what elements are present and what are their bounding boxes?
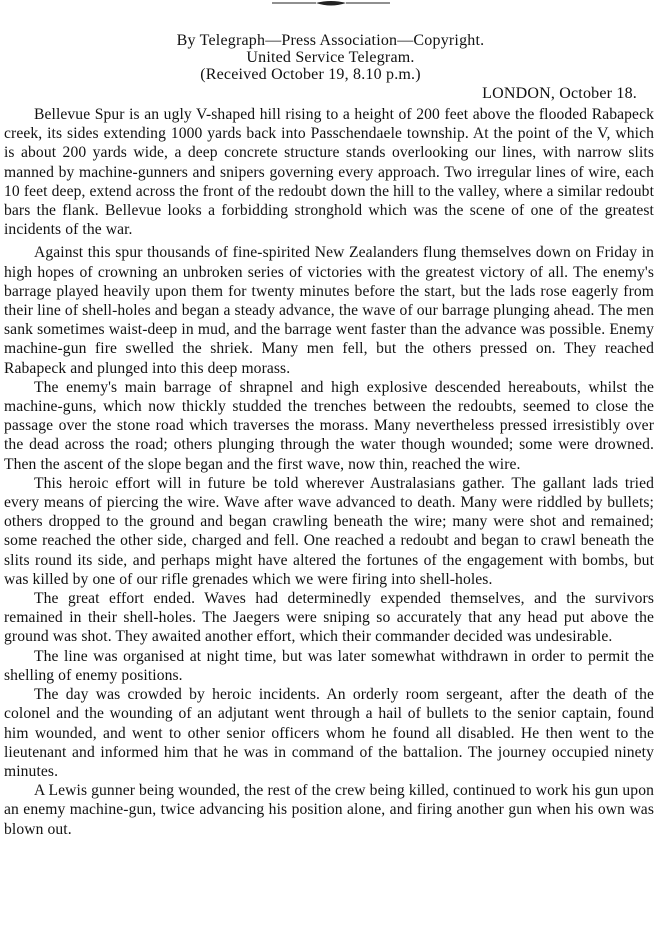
article-paragraph: This heroic effort will in future be told wherever Australasians gather. The gallant lads tried every means of piercing the wire. Wave after wave advanced to death. Many were riddled by bullets; others dropped to the ground and began crawling beneath the wire; many were shot and remained; some reached the other side, charged and fell. One reached a redoubt and began to crawl beneath the slits round its side, and perhaps might have altered the fortunes of the engagement with bombs, but was killed by one of our rifle grenades which we were firing into shell-holes. (4, 474, 654, 588)
article-paragraph: Against this spur thousands of fine-spirited New Zealanders flung themselves down on Friday in high hopes of crowning an unbroken series of victories with the greatest victory of all. The enemy's barrage played heavily upon them for twenty minutes before the start, but the lads rose eagerly from their line of shell-holes and began a steady advance, the wave of our barrage plunging ahead. The men sank sometimes waist-deep in mud, and the barrage went faster than the advance was possible. Enemy machine-gun fire swelled the shriek. Many men fell, but the others pressed on. They reached Rabapeck and plunged into this deep morass. (4, 244, 654, 377)
article-paragraph: A Lewis gunner being wounded, the rest of the crew being killed, continued to work his gun upon an enemy machine-gun, twice advancing his position alone, and firing another gun when his own was blown out. (4, 782, 654, 838)
article-paragraph: The day was crowded by heroic incidents. An orderly room sergeant, after the death of the colonel and the wounding of an adjutant went through a hail of bullets to the senior captain, found him wounded, and went to other senior officers whom he found all disabled. He then went to the lieutenant and informed him that he was in command of the battalion. The journey occupied ninety minutes. (4, 686, 654, 780)
article-body (4, 105, 654, 839)
received-timestamp: (Received October 19, 8.10 p.m.) (200, 66, 421, 83)
dateline-place: LONDON, October 18. (482, 85, 637, 102)
byline-press-association: By Telegraph—Press Association—Copyright. (176, 32, 485, 49)
ornamental-rule-icon (272, 0, 390, 10)
article-paragraph: The line was organised at night time, but was later somewhat withdrawn in order to permit the shelling of enemy positions. (4, 647, 654, 684)
article-paragraph: Bellevue Spur is an ugly V-shaped hill rising to a height of 200 feet above the flooded Rabapeck creek, its sides extending 1000 yards back into Passchendaele township. At the point of the V, which is about 200 yards wide, a deep concrete structure stands overlooking our lines, with narrow slits manned by machine-gunners and snipers governing every approach. Two irregular lines of wire, each 10 feet deep, extend across the front of the redoubt down the hill to the valley, where a similar redoubt bars the flank. Bellevue looks a forbidding stronghold which was the scene of one of the greatest incidents of the war. (4, 106, 654, 239)
byline-service-telegram: United Service Telegram. (246, 49, 415, 66)
article-paragraph: The great effort ended. Waves had determinedly expended themselves, and the survivors remained in their shell-holes. The Jaegers were sniping so accurately that any head put above the ground was shot. They awaited another effort, which their commander decided was undesirable. (4, 590, 654, 646)
article-paragraph: The enemy's main barrage of shrapnel and high explosive descended hereabouts, whilst the machine-guns, which now thickly studded the trenches between the redoubts, seemed to close the passage over the stone road which traverses the morass. Many nevertheless pressed irresistibly over the dead across the road; others plunging through the water though wounded; some were drowned. Then the ascent of the slope began and the first wave, now thin, reached the wire. (4, 378, 654, 473)
